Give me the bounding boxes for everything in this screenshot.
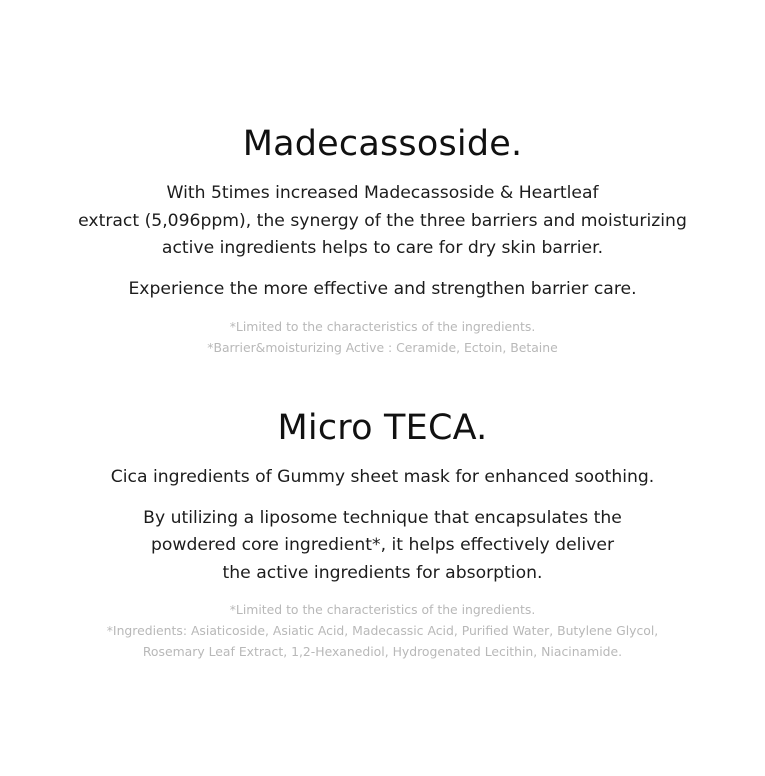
section-description: [0, 180, 765, 263]
section-description: [0, 464, 765, 492]
section-footnotes: [0, 599, 765, 662]
detail-line: By utilizing a liposome technique that encapsulates the: [143, 507, 622, 528]
footnote-line: *Barrier&moisturizing Active : Ceramide, Ectoin, Betaine: [207, 340, 558, 355]
section-heading: Madecassoside.: [242, 124, 523, 164]
footnote-line: Rosemary Leaf Extract, 1,2-Hexanediol, Hydrogenated Lecithin, Niacinamide.: [142, 644, 623, 659]
footnote-line: *Limited to the characteristics of the ingredients.: [229, 319, 536, 334]
description-line: With 5times increased Madecassoside & Heartleaf: [166, 183, 599, 203]
description-line: Cica ingredients of Gummy sheet mask for enhanced soothing.: [110, 467, 655, 487]
footnote-line: *Ingredients: Asiaticoside, Asiatic Acid, Madecassic Acid, Purified Water, Butylene Glycol,: [106, 623, 659, 638]
section-micro-teca: [0, 406, 765, 662]
description-line: extract (5,096ppm), the synergy of the three barriers and moisturizing: [78, 210, 687, 231]
description-line: active ingredients helps to care for dry skin barrier.: [161, 238, 604, 258]
detail-line: the active ingredients for absorption.: [222, 562, 543, 583]
section-footnotes: [0, 316, 765, 358]
detail-line: powdered core ingredient*, it helps effectively deliver: [150, 535, 615, 555]
tagline-line: Experience the more effective and strengthen barrier care.: [128, 278, 637, 299]
footnote-line: *Limited to the characteristics of the ingredients.: [229, 602, 536, 617]
section-heading: Micro TECA.: [277, 408, 488, 448]
section-detail: [0, 505, 765, 588]
section-madecassoside: [0, 122, 765, 358]
section-tagline: [0, 276, 765, 304]
